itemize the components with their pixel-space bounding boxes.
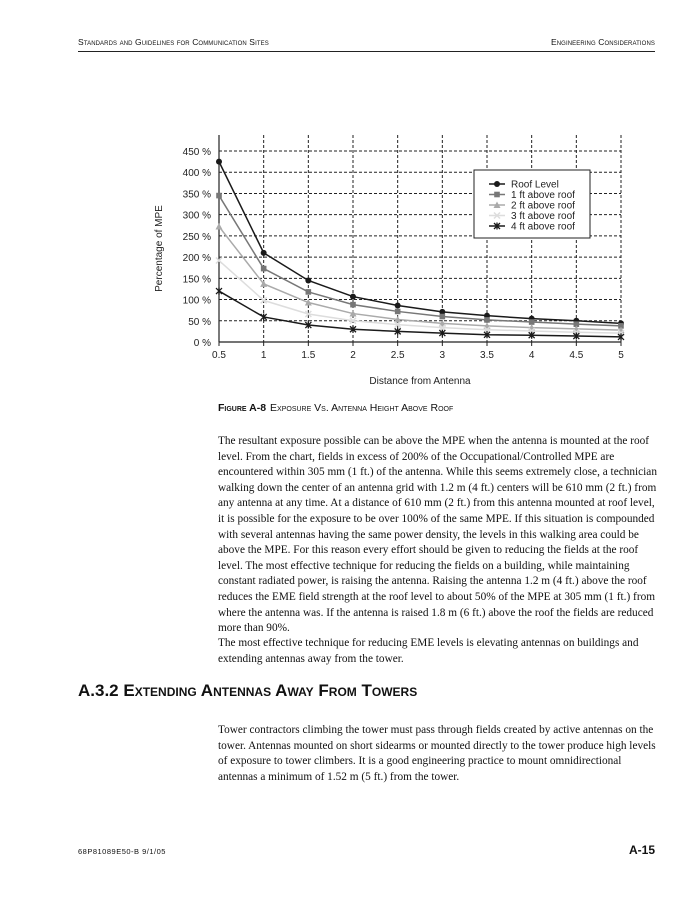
data-point — [216, 193, 222, 199]
running-header-left: Standards and Guidelines for Communication Sites — [78, 37, 269, 47]
y-tick-label: 0 % — [193, 338, 211, 349]
paragraph: The most effective technique for reducing EME levels is elevating antennas on buildings and extending antennas away from the tower. — [218, 637, 639, 665]
x-tick-label: 3 — [439, 350, 446, 361]
y-tick-label: 200 % — [182, 253, 211, 265]
figure-caption — [218, 402, 453, 414]
y-tick-label: 400 % — [182, 168, 211, 180]
legend-label: 3 ft above roof — [511, 211, 575, 222]
legend-label: Roof Level — [511, 179, 559, 191]
y-axis-label: Percentage of MPE — [154, 205, 165, 292]
figure-label: Figure A-8 — [218, 402, 267, 414]
paragraph: Tower contractors climbing the tower must pass through fields created by active antennas on the tower. Antennas mounted on short sidearms or mounted directly to the tower produce high levels of exposure to tower climbers. It is a good engineering practice to mount omnidirectional antennas a minimum of 1.52 m (5 ft.) from the tower. — [218, 724, 656, 783]
x-tick-label: 1 — [260, 350, 267, 361]
legend-label: 1 ft above roof — [511, 190, 575, 201]
data-point — [350, 294, 356, 300]
data-point — [261, 266, 267, 272]
legend-marker — [494, 181, 500, 187]
x-tick-label: 2.5 — [390, 350, 405, 361]
data-point — [350, 302, 356, 308]
data-point — [484, 317, 490, 323]
x-axis-label: Distance from Antenna — [369, 376, 471, 387]
y-tick-label: 450 % — [182, 147, 211, 158]
y-tick-label: 100 % — [182, 295, 211, 307]
paragraph: The resultant exposure possible can be above the MPE when the antenna is mounted at the roof level. From the chart, fields in excess of 200% of the Occupational/Controlled MPE are encountered within 305 mm (1 ft.) of the antenna. While this seems extremely close, a technician walking down the center of an antenna grid with 1.2 m (4 ft.) centers will be 610 mm (2 ft.) from any antenna at any time. At a distance of 610 mm (2 ft.) from this antenna mounted at roof level, it is possible for the exposure to be over 100% of the same MPE. If this situation is compounded with several antennas having the same power density, the levels in this walking area could be above the MPE. For this reason every effort should be given to reducing the fields at the roof level. The most effective technique for reducing the fields on a building, while maintaining constant radiated power, is raising the antenna. Raising the antenna 1.2 m (4 ft.) above the roof reduces the EME field strength at the roof level to about 50% of the MPE at 305 mm (1 ft.) from where the antenna was. If the antenna is raised 1.8 m (6 ft.) above the roof the fields are reduced more than 90%. — [218, 435, 657, 635]
footer-doc-id: 68P81089E50-B 9/1/05 — [78, 847, 166, 856]
legend-label: 4 ft above roof — [511, 221, 575, 233]
x-tick-label: 0.5 — [212, 350, 226, 361]
x-tick-label: 3.5 — [480, 350, 494, 361]
data-point — [261, 250, 267, 256]
legend-label: 2 ft above roof — [511, 200, 575, 212]
exposure-chart — [0, 0, 695, 400]
x-tick-label: 1.5 — [301, 350, 316, 361]
y-tick-label: 250 % — [182, 231, 211, 243]
figure-title: Exposure Vs. Antenna Height Above Roof — [270, 402, 454, 414]
data-point — [216, 223, 223, 230]
running-header-right: Engineering Considerations — [550, 37, 655, 47]
section-heading: A.3.2 Extending Antennas Away From Towers — [78, 681, 418, 700]
x-tick-label: 4.5 — [569, 350, 584, 361]
y-tick-label: 50 % — [188, 316, 211, 328]
series-line — [219, 261, 621, 334]
y-tick-label: 150 % — [182, 274, 211, 286]
legend-marker — [494, 192, 500, 198]
y-tick-label: 300 % — [182, 210, 211, 222]
data-point — [395, 309, 401, 315]
data-point — [216, 159, 222, 165]
page-number: A-15 — [628, 843, 655, 857]
data-point — [529, 319, 535, 325]
data-point — [440, 314, 446, 320]
x-tick-label: 2 — [350, 350, 356, 361]
x-tick-label: 4 — [528, 350, 535, 361]
y-tick-label: 350 % — [182, 189, 211, 201]
data-point — [395, 302, 401, 308]
x-tick-label: 5 — [618, 350, 624, 361]
data-point — [306, 289, 312, 295]
data-point — [216, 288, 222, 295]
data-point — [305, 277, 311, 283]
